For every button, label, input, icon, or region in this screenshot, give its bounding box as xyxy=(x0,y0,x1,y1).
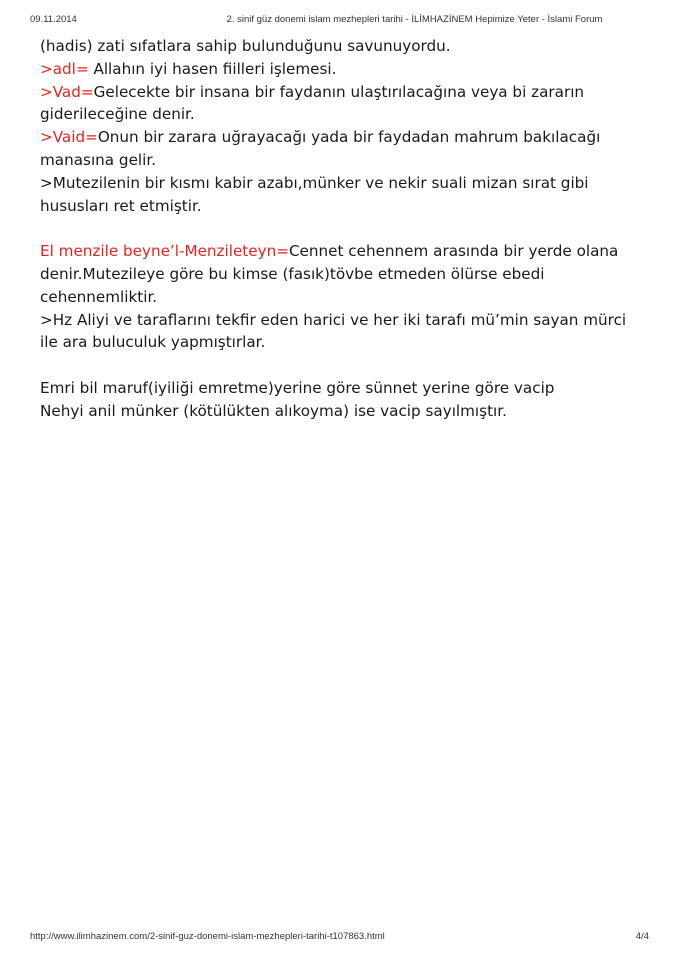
text-line: ile ara buluculuk yapmıştırlar. xyxy=(40,333,266,352)
term-vaid: >Vaid= xyxy=(40,128,98,147)
text-line: >Hz Aliyi ve taraflarını tekfir eden harici ve her iki tarafı mü’min sayan mürci xyxy=(40,310,627,329)
definition-vaid xyxy=(40,126,645,149)
definition-text: Cennet cehennem arasında bir yerde olana xyxy=(288,242,619,261)
text-line: denir.Mutezileye göre bu kimse (fasık)tövbe etmeden ölürse ebedi xyxy=(40,264,545,283)
paragraph-spacer xyxy=(40,217,645,240)
text-line: cehennemliktir. xyxy=(40,287,158,306)
text-line: hususları ret etmiştir. xyxy=(40,196,202,215)
definition-adl xyxy=(40,58,645,81)
paragraph-spacer xyxy=(40,354,645,377)
term-vad: >Vad= xyxy=(40,82,94,101)
text-line: Emri bil maruf(iyiliği emretme)yerine göre sünnet yerine göre vacip xyxy=(40,378,555,397)
page-number: 4/4 xyxy=(635,931,649,942)
text-line: giderileceğine denir. xyxy=(40,105,195,124)
definition-menzile xyxy=(40,240,645,263)
text-line: manasına gelir. xyxy=(40,150,157,169)
print-date: 09.11.2014 xyxy=(30,14,77,25)
document-body xyxy=(40,35,645,423)
text-line: (hadis) zati sıfatlara sahip bulunduğunu savunuyordu. xyxy=(40,37,451,55)
text-line: Nehyi anil münker (kötülükten alıkoyma) ise vacip sayılmıştır. xyxy=(40,401,507,420)
print-footer xyxy=(30,931,649,945)
text-line: >Mutezilenin bir kısmı kabir azabı,münker ve nekir suali mizan sırat gibi xyxy=(40,173,589,192)
print-url: http://www.ilimhazinem.com/2-sinif-guz-donemi-islam-mezhepleri-tarihi-t107863.html xyxy=(30,931,385,942)
definition-vad xyxy=(40,81,645,104)
definition-text: Allahın iyi hasen fiilleri işlemesi. xyxy=(88,59,337,78)
print-header xyxy=(30,14,649,28)
definition-text: Gelecekte bir insana bir faydanın ulaştırılacağına veya bi zararın xyxy=(93,82,585,101)
term-menzile: El menzile beyne’l-Menzileteyn= xyxy=(40,242,289,261)
definition-text: Onun bir zarara uğrayacağı yada bir faydadan mahrum bakılacağı xyxy=(97,128,601,147)
print-page-title: 2. sinif güz donemi islam mezhepleri tarihi - İLİMHAZİNEM Hepimize Yeter - İslami Forum xyxy=(226,14,603,25)
term-adl: >adl= xyxy=(40,59,89,78)
